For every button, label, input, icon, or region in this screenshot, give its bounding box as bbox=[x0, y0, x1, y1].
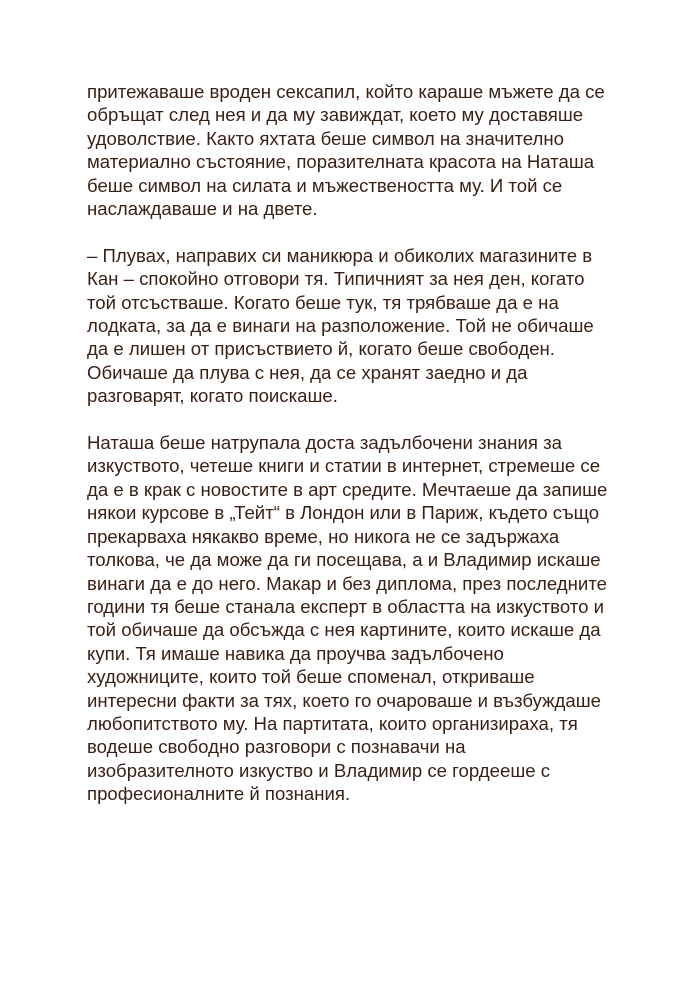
text-line: години тя беше станала експерт в областта на изкуството и bbox=[87, 595, 604, 617]
body-text bbox=[87, 80, 647, 829]
text-line: изкуството, четеше книги и статии в интернет, стремеше се bbox=[87, 455, 601, 477]
text-line: винаги да е до него. Макар и без диплома, през последните bbox=[87, 572, 607, 594]
text-line: толкова, че да може да ги посещава, а и Владимир искаше bbox=[87, 549, 601, 571]
text-line: изобразителното изкуство и Владимир се гордееше с bbox=[87, 759, 551, 781]
text-line: прекарваха някакво време, но никога не се задържаха bbox=[87, 525, 560, 547]
text-line: лодката, за да е винаги на разположение. Той не обичаше bbox=[87, 315, 594, 337]
text-line: наслаждаваше и на двете. bbox=[87, 198, 318, 220]
paragraph-1 bbox=[87, 80, 647, 220]
paragraph-2 bbox=[87, 244, 647, 408]
text-line: беше символ на силата и мъжествеността му. И той се bbox=[87, 174, 563, 196]
text-line: притежаваше вроден сексапил, който караше мъжете да се bbox=[87, 81, 605, 102]
text-line: – Плувах, направих си маникюра и обиколих магазините в bbox=[87, 244, 593, 266]
text-line: той обичаше да обсъжда с нея картините, които искаше да bbox=[87, 619, 601, 641]
text-line: удоволствие. Както яхтата беше символ на значително bbox=[87, 127, 564, 149]
text-line: художниците, които той беше споменал, откриваше bbox=[87, 666, 535, 688]
text-line: Кан – спокойно отговори тя. Типичният за нея ден, когато bbox=[87, 268, 585, 290]
text-line: професионалните й познания. bbox=[87, 783, 351, 805]
text-line: да е в крак с новостите в арт средите. Мечтаеше да запише bbox=[87, 478, 608, 500]
text-line: водеше свободно разговори с познавачи на bbox=[87, 736, 466, 758]
text-line: любопитството му. На партитата, които организираха, тя bbox=[87, 712, 578, 734]
text-line: някои курсове в „Тейт“ в Лондон или в Париж, където също bbox=[87, 502, 600, 524]
text-line: обръщат след нея и да му завиждат, което му доставяше bbox=[87, 104, 584, 126]
text-line: купи. Тя имаше навика да проучва задълбочено bbox=[87, 642, 504, 664]
text-line: да е лишен от присъствието й, когато беше свободен. bbox=[87, 338, 555, 360]
text-line: Наташа беше натрупала доста задълбочени знания за bbox=[87, 432, 562, 454]
text-line: Обичаше да плува с нея, да се хранят заедно и да bbox=[87, 361, 528, 383]
text-line: интересни факти за тях, което го очароваше и възбуждаше bbox=[87, 689, 601, 711]
paragraph-3 bbox=[87, 431, 647, 806]
text-line: той отсъстваше. Когато беше тук, тя трябваше да е на bbox=[87, 291, 559, 313]
text-line: разговарят, когато поискаше. bbox=[87, 385, 338, 407]
text-line: материално състояние, поразителната красота на Наташа bbox=[87, 151, 595, 173]
